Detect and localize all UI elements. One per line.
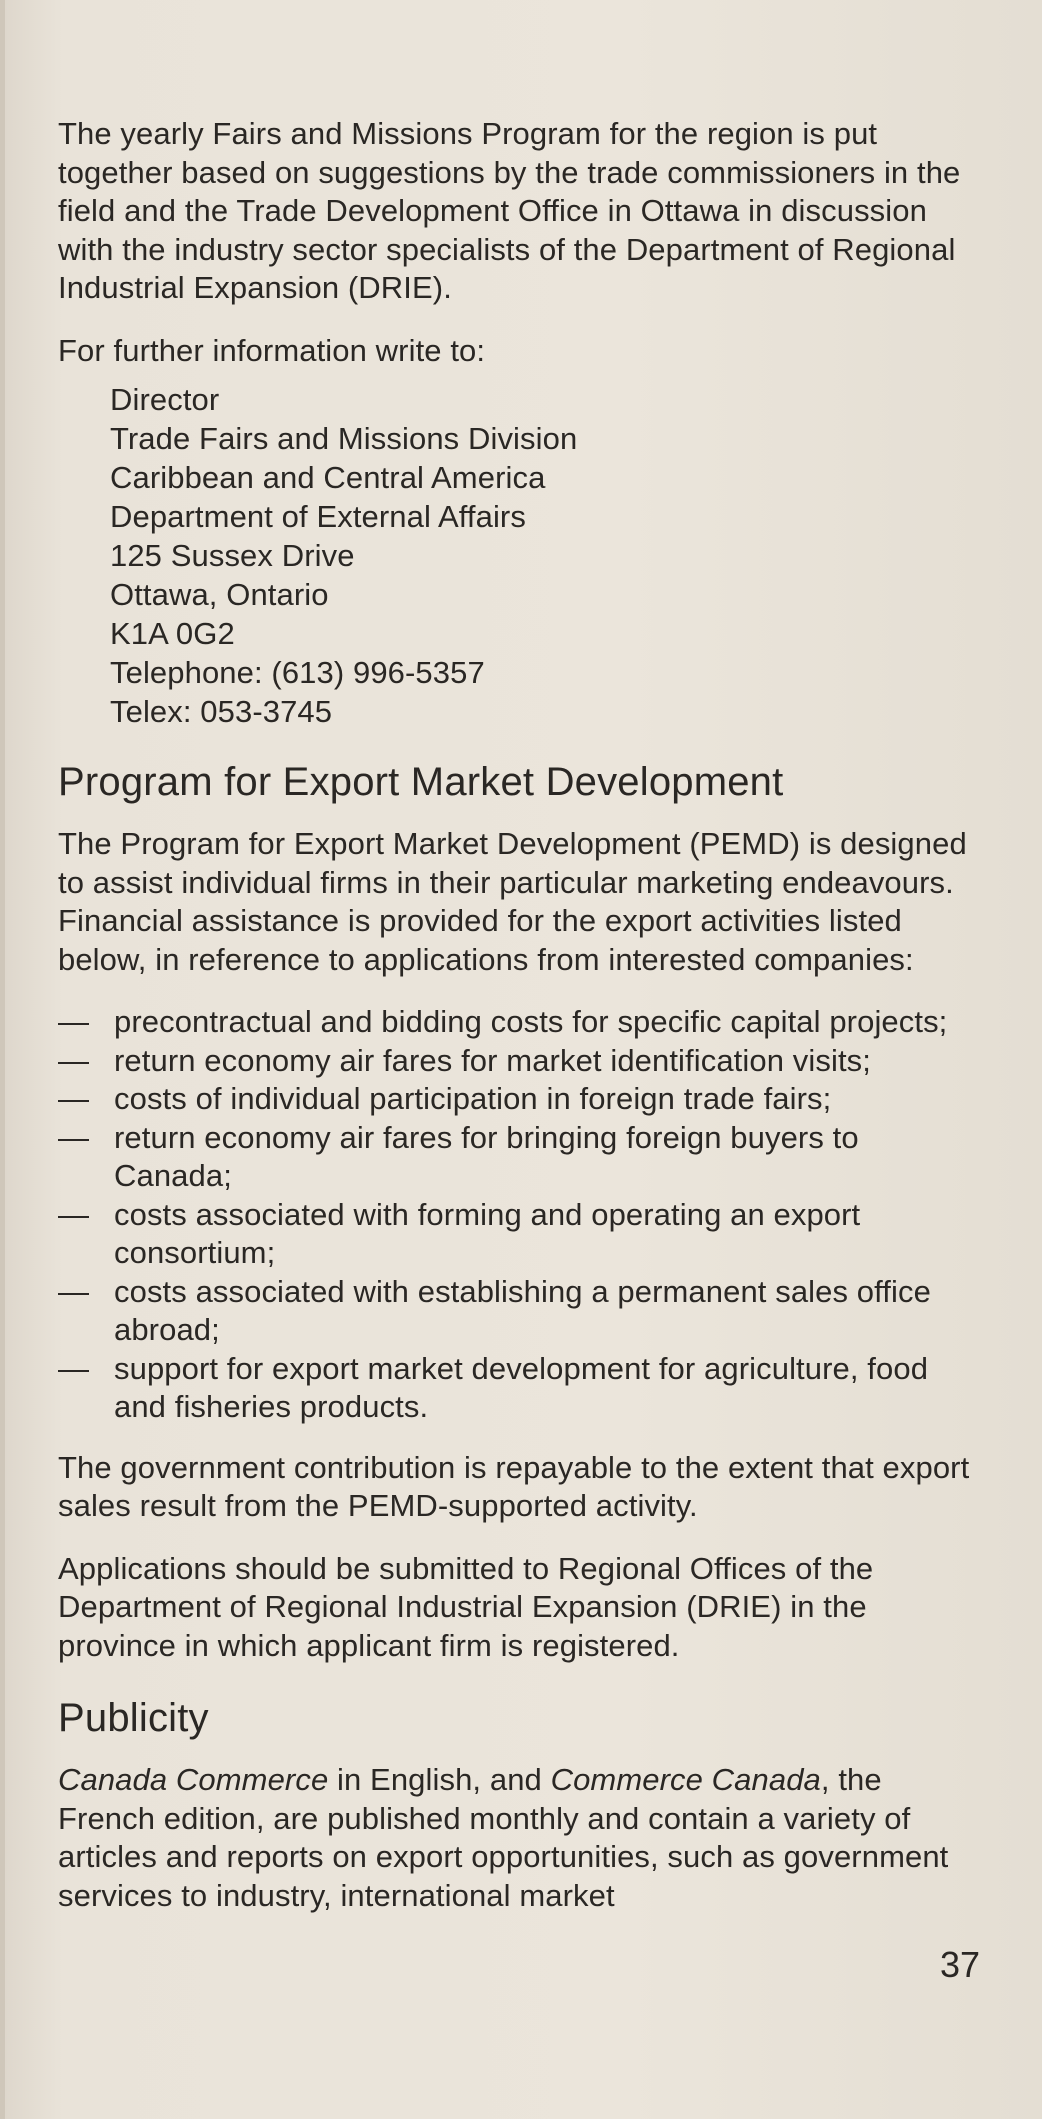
list-item [58,1196,978,1273]
page-number: 37 [939,1944,980,1985]
list-item [58,1003,978,1042]
dash-marker: — [58,1350,90,1386]
page-edge [0,0,5,2119]
publicity-text: , the French edition, are published monthly and contain a variety of articles and reports on export opportunities, such as government services to industry, international market [58,1762,949,1913]
dash-marker: — [58,1273,90,1309]
list-item-text: costs associated with establishing a permanent sales office abroad; [114,1273,931,1347]
export-activities-list [58,1003,978,1427]
publication-title-french: Commerce Canada [550,1762,821,1797]
contact-intro: For further information write to: [58,332,486,368]
address-line: Telex: 053-3745 [110,694,333,729]
address-line: Department of External Affairs [110,499,526,534]
dash-marker: — [58,1081,90,1116]
dash-marker: — [58,1042,90,1078]
list-item-text: costs of individual participation in foreign trade fairs; [114,1081,832,1116]
list-item [58,1273,978,1350]
list-item [58,1119,978,1196]
address-line: Caribbean and Central America [110,460,546,495]
address-line: Director [110,382,220,417]
address-line: Trade Fairs and Missions Division [110,421,578,456]
dash-marker: — [58,1196,90,1232]
pemd-intro: The Program for Export Market Development (PEMD) is designed to assist individual firms in their particular marketing endeavours. Financial assistance is provided for the export activities listed below, in reference to applications from interested companies: [58,826,967,977]
publication-title-english: Canada Commerce [58,1762,329,1797]
document-body [58,115,978,1939]
address-line: 125 Sussex Drive [110,538,355,573]
list-item-text: return economy air fares for bringing foreign buyers to Canada; [114,1119,859,1193]
address-line: Telephone: (613) 996-5357 [110,655,485,690]
publicity-paragraph [58,1761,978,1915]
list-item [58,1080,978,1119]
mailing-address [110,380,978,731]
list-item [58,1350,978,1427]
list-item-text: return economy air fares for market identification visits; [114,1042,871,1078]
list-item-text: costs associated with forming and operating an export consortium; [114,1196,861,1270]
intro-paragraph: The yearly Fairs and Missions Program for the region is put together based on suggestions by the trade commissioners in the field and the Trade Development Office in Ottawa in discussion with the industry sector specialists of the Department of Regional Industrial Expansion (DRIE). [58,116,961,305]
pemd-heading: Program for Export Market Development [58,760,784,804]
applications-paragraph: Applications should be submitted to Regional Offices of the Department of Regional Industrial Expansion (DRIE) in the province in which applicant firm is registered. [58,1550,874,1663]
dash-marker: — [58,1119,90,1155]
dash-marker: — [58,1004,90,1039]
address-line: K1A 0G2 [110,616,235,651]
list-item-text: precontractual and bidding costs for specific capital projects; [114,1004,948,1039]
list-item-text: support for export market development for agriculture, food and fisheries products. [114,1350,929,1424]
publicity-text: in English, and [328,1762,551,1797]
publicity-heading: Publicity [58,1696,209,1740]
address-line: Ottawa, Ontario [110,577,329,612]
repayable-paragraph: The government contribution is repayable to the extent that export sales result from the PEMD-supported activity. [58,1449,970,1523]
list-item [58,1042,978,1081]
